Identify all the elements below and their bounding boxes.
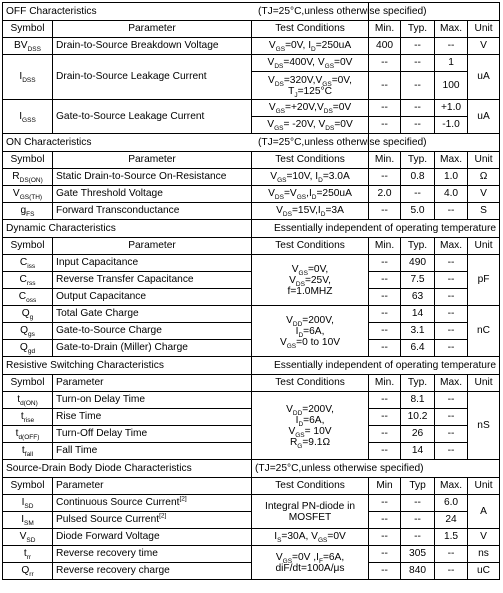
col-min: Min.	[369, 375, 401, 392]
unit: nS	[468, 392, 500, 460]
min-value: --	[369, 272, 401, 289]
col-parameter: Parameter	[53, 375, 252, 392]
typ-value: --	[401, 512, 435, 529]
symbol: $C_{oss}$	[3, 289, 53, 306]
table-row	[3, 272, 500, 289]
table-row	[3, 546, 500, 563]
symbol: $I_{DSS}$	[3, 55, 53, 100]
parameter: Fall Time	[53, 443, 252, 460]
min-value: --	[369, 203, 401, 220]
unit: V	[468, 186, 500, 203]
symbol: $C_{iss}$	[3, 255, 53, 272]
col-max: Max.	[435, 478, 468, 495]
min-value: --	[369, 323, 401, 340]
col-symbol: Symbol	[3, 152, 53, 169]
table-row	[3, 495, 500, 512]
parameter: Continuous Source Current[2]	[53, 495, 252, 512]
max-value: 24	[435, 512, 468, 529]
table-row	[3, 255, 500, 272]
symbol: $V_{GS(TH)}$	[3, 186, 53, 203]
typ-value: --	[401, 117, 435, 134]
min-value: --	[369, 72, 401, 100]
min-value: --	[369, 306, 401, 323]
col-min: Min.	[369, 152, 401, 169]
unit: uC	[468, 563, 500, 580]
conditions: $V_{GS}=+20V,V_{DS}=0V$	[252, 100, 369, 117]
conditions: $I_S=30A$, $V_{GS}=0V$	[252, 529, 369, 546]
max-value: -1.0	[435, 117, 468, 134]
table-row	[3, 323, 500, 340]
parameter: Drain-to-Source Breakdown Voltage	[53, 38, 252, 55]
col-symbol: Symbol	[3, 238, 53, 255]
section-title: Resistive Switching Characteristics	[3, 357, 252, 375]
typ-value: 5.0	[401, 203, 435, 220]
symbol: $g_{FS}$	[3, 203, 53, 220]
typ-value: 14	[401, 443, 435, 460]
col-conditions: Test Conditions	[252, 21, 369, 38]
min-value: --	[369, 563, 401, 580]
conditions: $V_{DS}=V_{GS},I_D=250uA$	[252, 186, 369, 203]
min-value: --	[369, 169, 401, 186]
section-off-header	[3, 3, 500, 21]
typ-value: --	[401, 72, 435, 100]
max-value: 1	[435, 55, 468, 72]
conditions: $V_{GS}=10V$, $I_D=3.0A$	[252, 169, 369, 186]
table-row	[3, 203, 500, 220]
col-parameter: Parameter	[53, 238, 252, 255]
max-value: --	[435, 392, 468, 409]
section-note: (TJ=25°C,unless otherwise specified)	[258, 136, 427, 148]
min-value: --	[369, 512, 401, 529]
max-value: --	[435, 289, 468, 306]
conditions: $V_{DS}=400V$, $V_{GS}=0V$	[252, 55, 369, 72]
conditions: Integral PN-diode in MOSFET	[252, 495, 369, 529]
symbol: $I_{GSS}$	[3, 100, 53, 134]
unit: Ω	[468, 169, 500, 186]
symbol: $R_{DS(ON)}$	[3, 169, 53, 186]
min-value: --	[369, 289, 401, 306]
parameter: Reverse Transfer Capacitance	[53, 272, 252, 289]
min-value: --	[369, 392, 401, 409]
typ-value: 490	[401, 255, 435, 272]
symbol: $V_{SD}$	[3, 529, 53, 546]
col-parameter: Parameter	[53, 21, 252, 38]
max-value: 1.0	[435, 169, 468, 186]
col-unit: Unit	[468, 375, 500, 392]
col-typ: Typ.	[401, 152, 435, 169]
max-value: 1.5	[435, 529, 468, 546]
min-value: --	[369, 546, 401, 563]
symbol: $BV_{DSS}$	[3, 38, 53, 55]
typ-value: 840	[401, 563, 435, 580]
col-unit: Unit	[468, 238, 500, 255]
max-value: 100	[435, 72, 468, 100]
parameter: Turn-Off Delay Time	[53, 426, 252, 443]
table-row	[3, 100, 500, 117]
table-row	[3, 426, 500, 443]
min-value: --	[369, 409, 401, 426]
section-title: OFF Characteristics	[6, 5, 97, 17]
parameter: Diode Forward Voltage	[53, 529, 252, 546]
typ-value: 10.2	[401, 409, 435, 426]
unit: V	[468, 38, 500, 55]
symbol: $C_{rss}$	[3, 272, 53, 289]
table-row	[3, 563, 500, 580]
col-symbol: Symbol	[3, 21, 53, 38]
max-value: +1.0	[435, 100, 468, 117]
parameter: Input Capacitance	[53, 255, 252, 272]
typ-value: 26	[401, 426, 435, 443]
min-value: --	[369, 340, 401, 357]
unit: nC	[468, 306, 500, 357]
unit: V	[468, 529, 500, 546]
typ-value: --	[401, 100, 435, 117]
parameter: Total Gate Charge	[53, 306, 252, 323]
table-row	[3, 169, 500, 186]
col-unit: Unit	[468, 152, 500, 169]
typ-value: 14	[401, 306, 435, 323]
max-value: --	[435, 323, 468, 340]
symbol: $I_{SM}$	[3, 512, 53, 529]
min-value: --	[369, 100, 401, 117]
min-value: --	[369, 55, 401, 72]
conditions: $V_{GS}=0V$ $,I_F=6A$, diF/dt=100A/μs	[252, 546, 369, 580]
typ-value: --	[401, 495, 435, 512]
parameter: Reverse recovery charge	[53, 563, 252, 580]
typ-value: 8.1	[401, 392, 435, 409]
col-min: Min.	[369, 21, 401, 38]
typ-value: 63	[401, 289, 435, 306]
max-value: --	[435, 38, 468, 55]
col-typ: Typ	[401, 478, 435, 495]
col-conditions: Test Conditions	[252, 375, 369, 392]
col-parameter: Parameter	[53, 478, 252, 495]
col-max: Max.	[435, 375, 468, 392]
col-typ: Typ.	[401, 21, 435, 38]
col-conditions: Test Conditions	[252, 152, 369, 169]
table-row	[3, 443, 500, 460]
parameter: Reverse recovery time	[53, 546, 252, 563]
column-header-row	[3, 375, 500, 392]
max-value: 4.0	[435, 186, 468, 203]
conditions: $V_{DD}=200V$, $I_D=6A$, $V_{GS}= 10V$ $R_G=9.1\Omega$	[252, 392, 369, 460]
table-row	[3, 340, 500, 357]
symbol: $I_{SD}$	[3, 495, 53, 512]
symbol: $Q_{rr}$	[3, 563, 53, 580]
symbol: $Q_{gs}$	[3, 323, 53, 340]
max-value: --	[435, 340, 468, 357]
min-value: --	[369, 443, 401, 460]
max-value: --	[435, 546, 468, 563]
datasheet-electrical-characteristics	[2, 2, 499, 580]
parameter: Gate-to-Source Charge	[53, 323, 252, 340]
typ-value: --	[401, 55, 435, 72]
parameter: Drain-to-Source Leakage Current	[53, 55, 252, 100]
max-value: --	[435, 443, 468, 460]
unit: ns	[468, 546, 500, 563]
table-row	[3, 306, 500, 323]
col-symbol: Symbol	[3, 375, 53, 392]
symbol: $t_{d(OFF)}$	[3, 426, 53, 443]
typ-value: 3.1	[401, 323, 435, 340]
typ-value: --	[401, 529, 435, 546]
parameter: Pulsed Source Current[2]	[53, 512, 252, 529]
table-row	[3, 289, 500, 306]
table-row	[3, 512, 500, 529]
unit: S	[468, 203, 500, 220]
section-title: Source-Drain Body Diode Characteristics	[3, 460, 252, 478]
col-conditions: Test Conditions	[252, 478, 369, 495]
conditions: $V_{DS}=15V,I_D=3A$	[252, 203, 369, 220]
col-unit: Unit	[468, 21, 500, 38]
table-row	[3, 409, 500, 426]
typ-value: 7.5	[401, 272, 435, 289]
col-min: Min.	[369, 238, 401, 255]
column-header-row	[3, 478, 500, 495]
symbol: $t_{fall}$	[3, 443, 53, 460]
table-row	[3, 392, 500, 409]
col-typ: Typ.	[401, 238, 435, 255]
parameter: Gate-to-Drain (Miller) Charge	[53, 340, 252, 357]
min-value: --	[369, 117, 401, 134]
symbol: $Q_{gd}$	[3, 340, 53, 357]
unit: A	[468, 495, 500, 529]
section-note: (TJ=25°C,unless otherwise specified)	[252, 460, 500, 478]
max-value: --	[435, 426, 468, 443]
conditions: $V_{GS}= -20V$, $V_{DS}=0V$	[252, 117, 369, 134]
unit: uA	[468, 100, 500, 134]
min-value: --	[369, 255, 401, 272]
characteristics-table	[2, 2, 500, 580]
parameter: Forward Transconductance	[53, 203, 252, 220]
max-value: --	[435, 203, 468, 220]
max-value: --	[435, 255, 468, 272]
section-title: ON Characteristics	[6, 136, 92, 148]
section-note: Essentially independent of operating temperature	[252, 357, 500, 375]
section-diode-header	[3, 460, 500, 478]
min-value: 400	[369, 38, 401, 55]
min-value: --	[369, 426, 401, 443]
col-typ: Typ.	[401, 375, 435, 392]
unit: uA	[468, 55, 500, 100]
table-row	[3, 529, 500, 546]
col-max: Max.	[435, 238, 468, 255]
section-title: Dynamic Characteristics	[3, 220, 252, 238]
column-header-row	[3, 238, 500, 255]
parameter: Turn-on Delay Time	[53, 392, 252, 409]
max-value: --	[435, 272, 468, 289]
parameter: Static Drain-to-Source On-Resistance	[53, 169, 252, 186]
col-min: Min	[369, 478, 401, 495]
col-conditions: Test Conditions	[252, 238, 369, 255]
col-unit: Unit	[468, 478, 500, 495]
max-value: --	[435, 563, 468, 580]
parameter: Gate Threshold Voltage	[53, 186, 252, 203]
table-row	[3, 55, 500, 72]
parameter: Output Capacitance	[53, 289, 252, 306]
parameter: Rise Time	[53, 409, 252, 426]
unit: pF	[468, 255, 500, 306]
max-value: 6.0	[435, 495, 468, 512]
column-header-row	[3, 21, 500, 38]
table-row	[3, 186, 500, 203]
conditions: $V_{GS}=0V$, $V_{DS}=25V$, f=1.0MHZ	[252, 255, 369, 306]
conditions: $V_{DS}=320V,V_{GS}=0V$, $T_J=125^\circ C$	[252, 72, 369, 100]
min-value: --	[369, 495, 401, 512]
symbol: $Q_g$	[3, 306, 53, 323]
section-on-header	[3, 134, 500, 152]
symbol: $t_{d(ON)}$	[3, 392, 53, 409]
typ-value: --	[401, 186, 435, 203]
section-switching-header	[3, 357, 500, 375]
col-parameter: Parameter	[53, 152, 252, 169]
symbol: $t_{rise}$	[3, 409, 53, 426]
typ-value: 305	[401, 546, 435, 563]
col-max: Max.	[435, 21, 468, 38]
col-symbol: Symbol	[3, 478, 53, 495]
min-value: 2.0	[369, 186, 401, 203]
symbol: $t_{rr}$	[3, 546, 53, 563]
typ-value: 0.8	[401, 169, 435, 186]
col-max: Max.	[435, 152, 468, 169]
table-row	[3, 38, 500, 55]
typ-value: --	[401, 38, 435, 55]
max-value: --	[435, 306, 468, 323]
section-note: Essentially independent of operating temperature	[252, 220, 500, 238]
parameter: Gate-to-Source Leakage Current	[53, 100, 252, 134]
max-value: --	[435, 409, 468, 426]
min-value: --	[369, 529, 401, 546]
section-dynamic-header	[3, 220, 500, 238]
column-header-row	[3, 152, 500, 169]
section-note: (TJ=25°C,unless otherwise specified)	[258, 5, 427, 17]
typ-value: 6.4	[401, 340, 435, 357]
conditions: $V_{GS}=0V$, $I_D=250uA$	[252, 38, 369, 55]
conditions: $V_{DD}=200V$, $I_D=6A$, $V_{GS}=0$ to 10V	[252, 306, 369, 357]
